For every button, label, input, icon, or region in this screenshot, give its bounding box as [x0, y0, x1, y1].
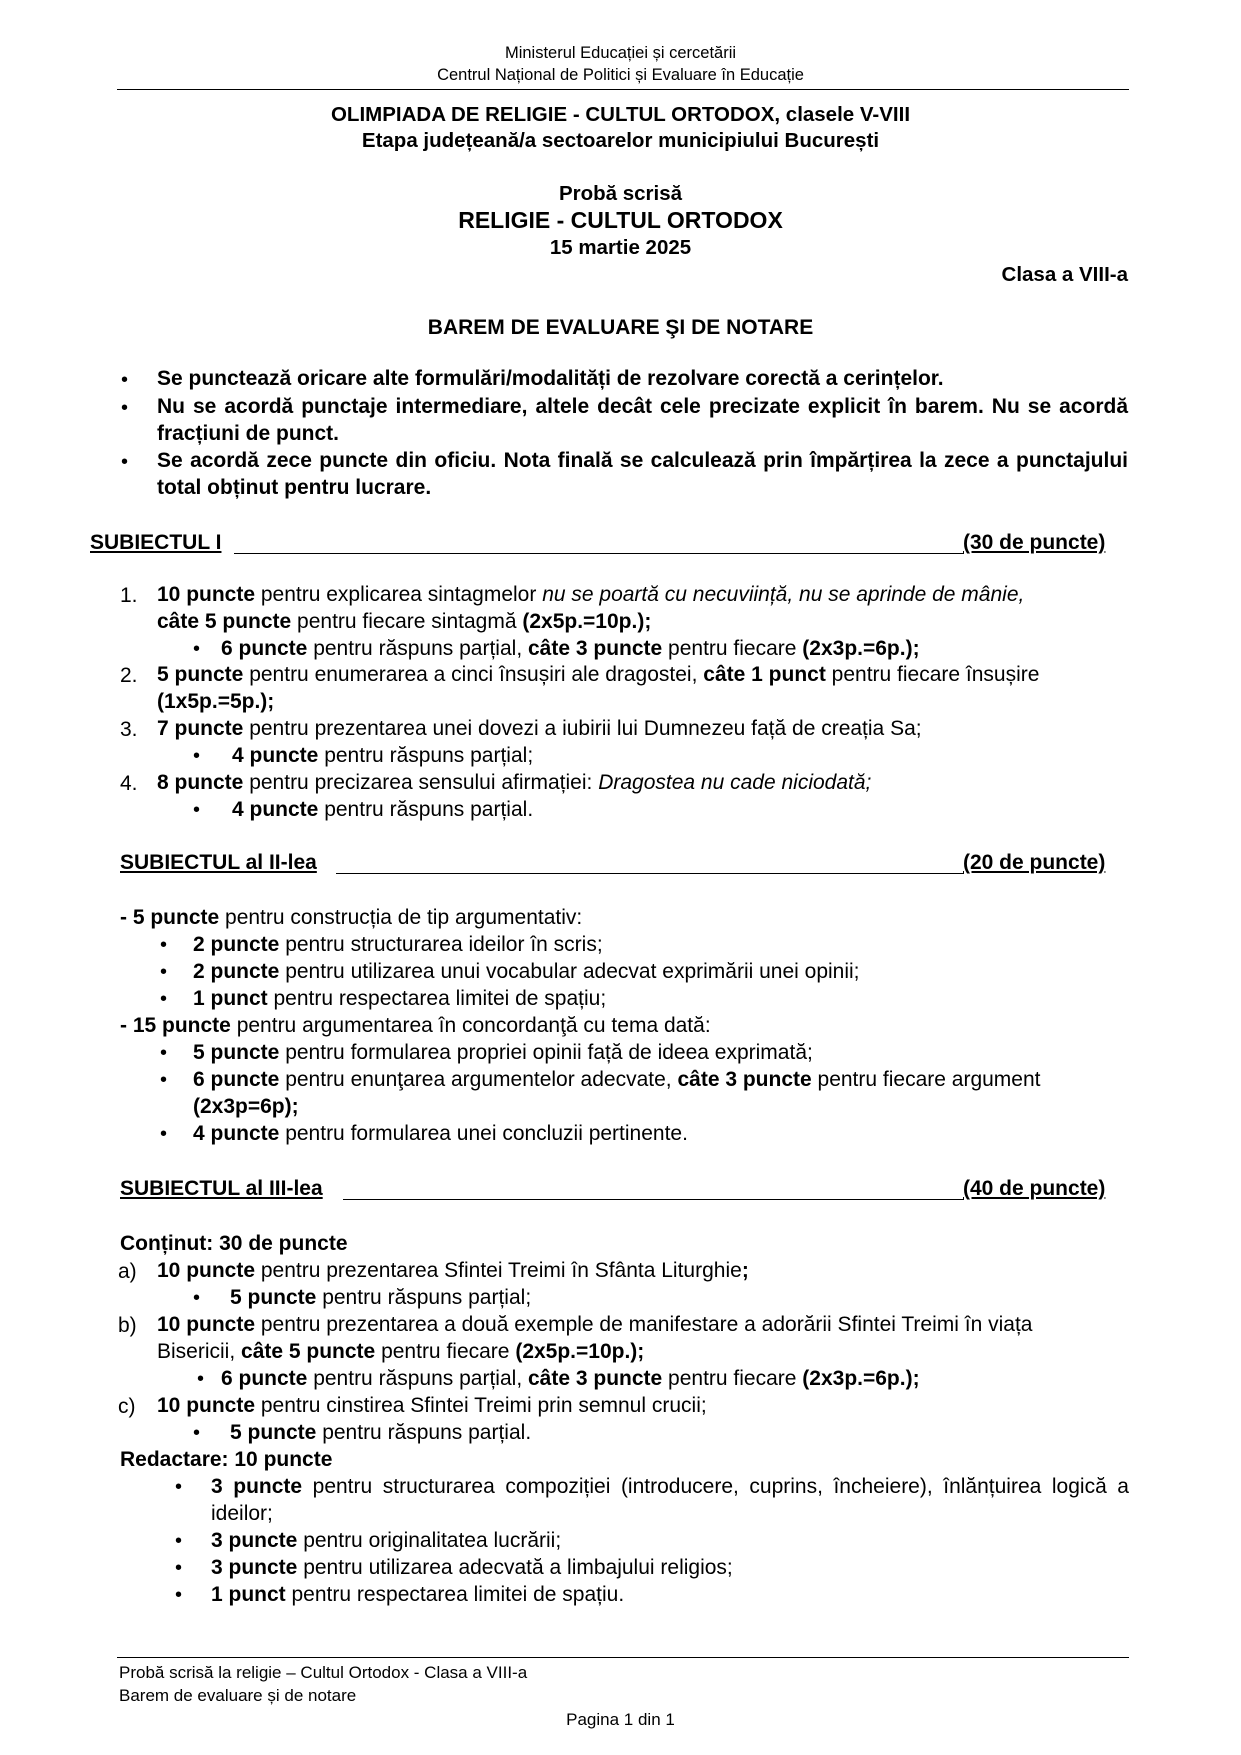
- item-3-text: 7 puncte pentru prezentarea unei dovezi a iubirii lui Dumnezeu față de creația Sa;: [157, 717, 922, 740]
- bullet-icon: •: [197, 1368, 205, 1390]
- item-2-text: 5 puncte pentru enumerarea a cinci însușiri ale dragostei, câte 1 punct pentru fiecare însușire (1x5p.=5p.);: [157, 663, 1040, 713]
- item-b-partial: 6 puncte pentru răspuns parțial, câte 3 puncte pentru fiecare (2x3p.=6p.);: [221, 1367, 920, 1390]
- item-4-number: 4.: [120, 772, 138, 795]
- bullet-icon: •: [160, 1042, 168, 1064]
- exam-date: 15 martie 2025: [549, 236, 692, 259]
- title-line1: OLIMPIADA DE RELIGIE - CULTUL ORTODOX, clasele V-VIII: [330, 103, 911, 126]
- bullet-icon: •: [160, 1123, 168, 1145]
- item-c-label: c): [118, 1395, 136, 1418]
- s2-g2-item-1: 5 puncte pentru formularea propriei opinii față de ideea exprimată;: [193, 1041, 813, 1064]
- red-item-3: 3 puncte pentru utilizarea adecvată a limbajului religios;: [211, 1556, 733, 1579]
- subject-title: RELIGIE - CULTUL ORTODOX: [458, 207, 783, 233]
- bullet-icon: •: [121, 397, 129, 419]
- s2-group-2: - 15 puncte pentru argumentarea în concordanţă cu tema dată:: [120, 1014, 711, 1037]
- item-c-partial: 5 puncte pentru răspuns parțial.: [230, 1421, 532, 1444]
- s2-g2-item-3: 4 puncte pentru formularea unei concluzii pertinente.: [193, 1122, 688, 1145]
- section-1-points: (30 de puncte): [963, 531, 1106, 554]
- section-1-underline: [234, 553, 964, 554]
- barem-title: BAREM DE EVALUARE ŞI DE NOTARE: [427, 316, 814, 339]
- bullet-icon: •: [160, 961, 168, 983]
- red-item-2: 3 puncte pentru originalitatea lucrării;: [211, 1529, 562, 1552]
- page-number: Pagina 1 din 1: [566, 1710, 675, 1729]
- bullet-icon: •: [160, 934, 168, 956]
- section-2-points: (20 de puncte): [963, 851, 1106, 874]
- bullet-icon: •: [121, 369, 129, 391]
- footer-line-1: Probă scrisă la religie – Cultul Ortodox - Clasa a VIII-a: [119, 1663, 528, 1682]
- ministry-name: Ministerul Educației și cercetării: [504, 44, 737, 62]
- bullet-icon: •: [193, 1422, 201, 1444]
- bullet-icon: •: [175, 1557, 183, 1579]
- item-a-label: a): [118, 1260, 137, 1283]
- bullet-icon: •: [193, 745, 201, 767]
- s2-g2-item-2: 6 puncte pentru enunţarea argumentelor adecvate, câte 3 puncte pentru fiecare argument (2x3p=6p);: [193, 1068, 1041, 1118]
- section-2-title: SUBIECTUL al II-lea: [120, 851, 317, 874]
- redactare-label: Redactare: 10 puncte: [120, 1448, 333, 1471]
- item-c-text: 10 puncte pentru cinstirea Sfintei Treimi prin semnul crucii;: [157, 1394, 707, 1417]
- bullet-icon: •: [160, 1069, 168, 1091]
- proba-label: Probă scrisă: [558, 182, 683, 205]
- item-4-text: 8 puncte pentru precizarea sensului afirmației: Dragostea nu cade niciodată;: [157, 771, 872, 794]
- item-1-partial: 6 puncte pentru răspuns parțial, câte 3 puncte pentru fiecare (2x3p.=6p.);: [221, 637, 920, 660]
- section-2-underline: [336, 873, 964, 874]
- bullet-icon: •: [193, 799, 201, 821]
- title-line2: Etapa județeană/a sectoarelor municipiului București: [361, 129, 880, 152]
- continut-label: Conținut: 30 de puncte: [120, 1232, 348, 1255]
- s2-group-1: - 5 puncte pentru construcția de tip argumentativ:: [120, 906, 583, 929]
- bullet-icon: •: [175, 1530, 183, 1552]
- rule-1: Se punctează oricare alte formulări/modalități de rezolvare corectă a cerințelor.: [157, 367, 944, 390]
- section-3-points: (40 de puncte): [963, 1177, 1106, 1200]
- center-name: Centrul Național de Politici și Evaluare în Educație: [437, 66, 804, 84]
- bullet-icon: •: [160, 988, 168, 1010]
- item-2-number: 2.: [120, 664, 138, 687]
- section-1-title: SUBIECTUL I: [90, 531, 222, 554]
- s2-g1-item-1: 2 puncte pentru structurarea ideilor în scris;: [193, 933, 603, 956]
- item-3-number: 3.: [120, 718, 138, 741]
- red-item-1: 3 puncte pentru structurarea compoziției (introducere, cuprins, încheiere), înlănțuirea logică a ideilor;: [211, 1475, 1129, 1525]
- item-b-text: 10 puncte pentru prezentarea a două exemple de manifestare a adorării Sfintei Treimi în viața Bisericii, câte 5 puncte pentru fiecare (2x5p.=10p.);: [157, 1313, 1033, 1363]
- item-a-text: 10 puncte pentru prezentarea Sfintei Treimi în Sfânta Liturghie;: [157, 1259, 749, 1282]
- rule-2: Nu se acordă punctaje intermediare, altele decât cele precizate explicit în barem. Nu se acordă fracțiuni de punct.: [157, 395, 1128, 445]
- item-1-text: 10 puncte pentru explicarea sintagmelor nu se poartă cu necuviință, nu se aprinde de mânie, câte 5 puncte pentru fiecare sintagmă (2x5p.=10p.);: [157, 583, 1025, 633]
- header-rule: [117, 89, 1129, 90]
- s2-g1-item-3: 1 punct pentru respectarea limitei de spațiu;: [193, 987, 607, 1010]
- item-3-partial: 4 puncte pentru răspuns parțial;: [232, 744, 534, 767]
- bullet-icon: •: [175, 1476, 183, 1498]
- footer-line-2: Barem de evaluare și de notare: [119, 1686, 357, 1705]
- bullet-icon: •: [193, 638, 201, 660]
- red-item-4: 1 punct pentru respectarea limitei de spațiu.: [211, 1583, 625, 1606]
- item-a-partial: 5 puncte pentru răspuns parțial;: [230, 1286, 532, 1309]
- rule-3: Se acordă zece puncte din oficiu. Nota finală se calculează prin împărțirea la zece a punctajului total obținut pentru lucrare.: [157, 449, 1128, 499]
- bullet-icon: •: [175, 1584, 183, 1606]
- section-3-underline: [343, 1199, 964, 1200]
- footer-rule: [117, 1657, 1129, 1658]
- item-4-partial: 4 puncte pentru răspuns parțial.: [232, 798, 534, 821]
- section-3-title: SUBIECTUL al III-lea: [120, 1177, 323, 1200]
- item-1-number: 1.: [120, 584, 138, 607]
- item-b-label: b): [118, 1314, 137, 1337]
- class-label: Clasa a VIII-a: [1001, 263, 1128, 286]
- bullet-icon: •: [193, 1287, 201, 1309]
- s2-g1-item-2: 2 puncte pentru utilizarea unui vocabular adecvat exprimării unei opinii;: [193, 960, 860, 983]
- bullet-icon: •: [121, 451, 129, 473]
